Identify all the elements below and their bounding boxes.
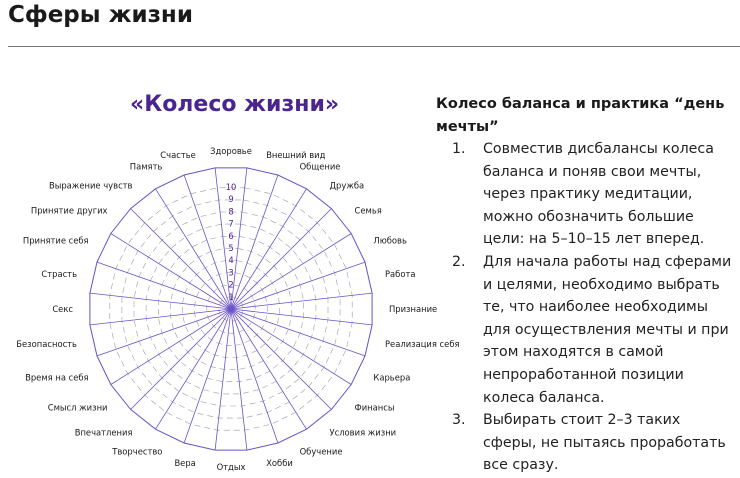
sphere-label: Реализация себя (385, 339, 460, 350)
wheel-of-life-diagram (0, 140, 460, 472)
sector-divider (231, 262, 365, 309)
sphere-label: Принятие себя (22, 235, 89, 246)
steps-list (436, 138, 736, 477)
scale-label: 7 (228, 218, 234, 229)
sphere-label: Здоровье (210, 146, 252, 156)
sector-divider (231, 309, 278, 443)
sphere-label: Время на себя (25, 372, 89, 383)
step-text: Выбирать стоит 2–3 таких сферы, не пытаясь проработать все сразу. (483, 412, 726, 474)
sphere-label: Безопасность (16, 339, 77, 350)
scale-label: 1 (228, 291, 234, 302)
sphere-label: Смысл жизни (47, 402, 108, 413)
sphere-label: Счастье (160, 150, 196, 160)
sector-divider (231, 175, 278, 309)
sphere-label: Общение (299, 161, 341, 172)
scale-label: 9 (228, 194, 234, 205)
step-text: Совместив дисбалансы колеса баланса и поняв свои мечты, через практику медитации, можно обозначить большие цели: на 5–10–15 лет вперед. (483, 141, 714, 248)
list-item (436, 409, 736, 477)
sphere-label: Финансы (354, 402, 395, 413)
sphere-label: Любовь (373, 235, 407, 246)
wheel-center (229, 307, 234, 312)
sphere-label: Вера (174, 458, 196, 468)
sphere-label: Секс (52, 304, 73, 314)
sector-divider (97, 309, 231, 356)
step-number: 1. (452, 141, 466, 157)
step-text: Для начала работы над сферами и целями, необходимо выбрать те, что наиболее необходимы для осуществления мечты и при этом находятся в самой непроработанной позиции колеса баланса. (483, 253, 732, 406)
sector-divider (97, 262, 234, 309)
sphere-label: Внешний вид (266, 150, 326, 160)
scale-label: 3 (228, 267, 234, 278)
scale-label: 2 (228, 279, 234, 290)
sphere-label: Хобби (266, 458, 293, 468)
sphere-label: Карьера (373, 372, 411, 383)
sphere-label: Обучение (299, 446, 343, 457)
sector-divider (184, 175, 234, 309)
sector-divider (131, 309, 231, 409)
step-number: 2. (452, 253, 466, 270)
title-divider (8, 46, 740, 47)
page-title: Сферы жизни (8, 2, 193, 28)
sector-divider (231, 309, 331, 409)
sphere-label: Условия жизни (329, 427, 397, 438)
article-title: Колесо баланса и практика “день мечты” (436, 96, 725, 135)
sphere-label: Признание (389, 304, 438, 314)
sphere-label: Отдых (216, 462, 246, 472)
sphere-label: Творчество (112, 446, 163, 457)
scale-label: 5 (228, 243, 234, 253)
sector-divider (231, 209, 331, 309)
step-number: 3. (452, 412, 466, 429)
sector-divider (131, 209, 234, 309)
scale-label: 8 (228, 206, 234, 217)
scale-label: 4 (228, 255, 234, 266)
sphere-label: Страсть (41, 268, 77, 279)
sphere-label: Принятие других (30, 205, 108, 216)
list-item (436, 138, 736, 251)
sector-divider (231, 309, 365, 356)
sphere-label: Впечатления (74, 427, 133, 438)
sphere-label: Память (129, 161, 163, 172)
sphere-label: Выражение чувств (49, 180, 133, 191)
sphere-label: Работа (385, 268, 416, 279)
sphere-label: Дружба (329, 180, 365, 191)
scale-label: 6 (228, 230, 234, 241)
wheel-title: «Колесо жизни» (130, 92, 340, 117)
sector-divider (184, 309, 231, 443)
list-item (436, 251, 736, 409)
sphere-label: Семья (354, 205, 382, 216)
scale-label: 10 (225, 182, 237, 192)
